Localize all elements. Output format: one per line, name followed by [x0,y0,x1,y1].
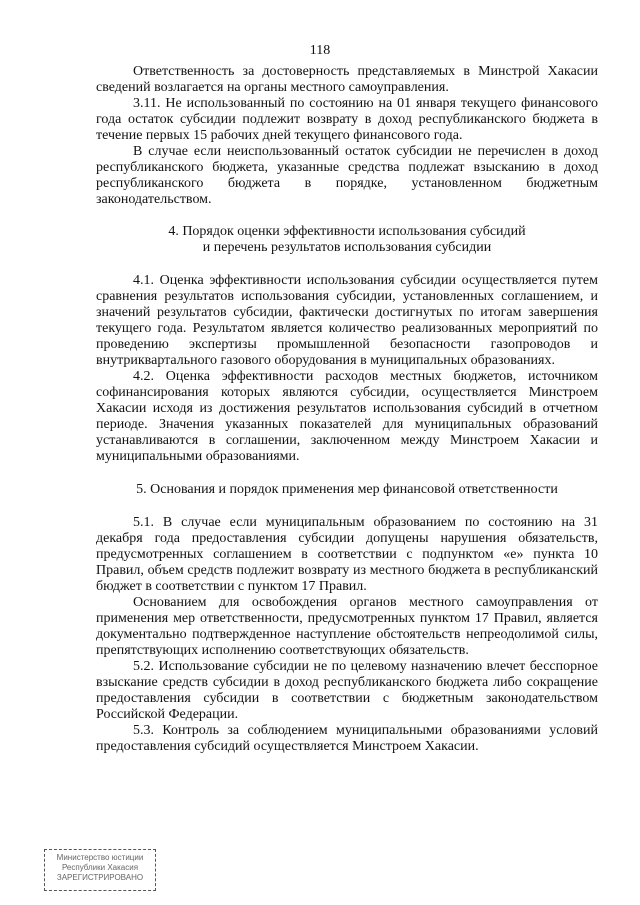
section-4-heading-line1: 4. Порядок оценки эффективности использования субсидий [168,224,526,239]
paragraph-4-2: 4.2. Оценка эффективности расходов местных бюджетов, источником софинансирования которых являются субсидии, осуществляется Минстроем Хакасии исходя из достижения результатов использования субсидий в отчетном периоде. Значения указанных показателей для муниципальных образований устанавливаются в соглашении, заключенном между Минстроем Хакасии и муниципальными образованиями. [96,369,598,464]
paragraph-5-1: 5.1. В случае если муниципальным образованием по состоянию на 31 декабря года предоставления субсидии допущены нарушения обязательств, предусмотренных соглашением в соответствии с подпунктом «е» пункта 10 Правил, объем средств подлежит возврату из местного бюджета в республиканский бюджет в соответствии с пунктом 17 Правил. [96,515,598,594]
paragraph-3-11: 3.11. Не использованный по состоянию на 01 января текущего финансового года остаток субсидии подлежит возврату в доход республиканского бюджета в течение первых 15 рабочих дней текущего финансового года. [96,96,598,143]
stamp-line-1: Министерство юстиции [56,853,144,862]
paragraph-5-2: 5.2. Использование субсидии не по целевому назначению влечет бесспорное взыскание средств субсидии в доход республиканского бюджета либо сокращение предоставления субсидии в соответствии с бюджетным законодательством Российской Федерации. [96,659,598,722]
stamp-line-2: Республики Хакасия [61,863,139,872]
paragraph-unspent-balance: В случае если неиспользованный остаток субсидии не перечислен в доход республиканского бюджета, указанные средства подлежат взысканию в доход республиканского бюджета в порядке, установленном бюджетным законодательством. [96,144,598,207]
document-body [96,64,598,755]
paragraph-5-3: 5.3. Контроль за соблюдением муниципальными образованиями условий предоставления субсидий осуществляется Минстроем Хакасии. [96,723,598,754]
page-number: 118 [309,43,331,58]
paragraph-4-1: 4.1. Оценка эффективности использования субсидии осуществляется путем сравнения результатов использования субсидии, установленных соглашением, и значений результатов субсидии, фактически достигнутых по итогам завершения текущего года. Результатом является количество реализованных мероприятий по проведению экспертизы промышленной безопасности газопроводов и внутриквартального газового оборудования в муниципальных образованиях. [96,273,598,368]
paragraph-responsibility: Ответственность за достоверность представляемых в Минстрой Хакасии сведений возлагается на органы местного самоуправления. [96,64,598,95]
section-4-heading-line2: и перечень результатов использования субсидии [202,240,492,255]
paragraph-exemption: Основанием для освобождения органов местного самоуправления от применения мер ответственности, предусмотренных пунктом 17 Правил, является документально подтвержденное наступление обстоятельств непреодолимой силы, препятствующих исполнению соответствующих обязательств. [96,595,598,658]
registration-stamp [44,849,156,891]
stamp-line-3: ЗАРЕГИСТРИРОВАНО [56,873,144,882]
section-5-heading: 5. Основания и порядок применения мер финансовой ответственности [136,482,558,497]
